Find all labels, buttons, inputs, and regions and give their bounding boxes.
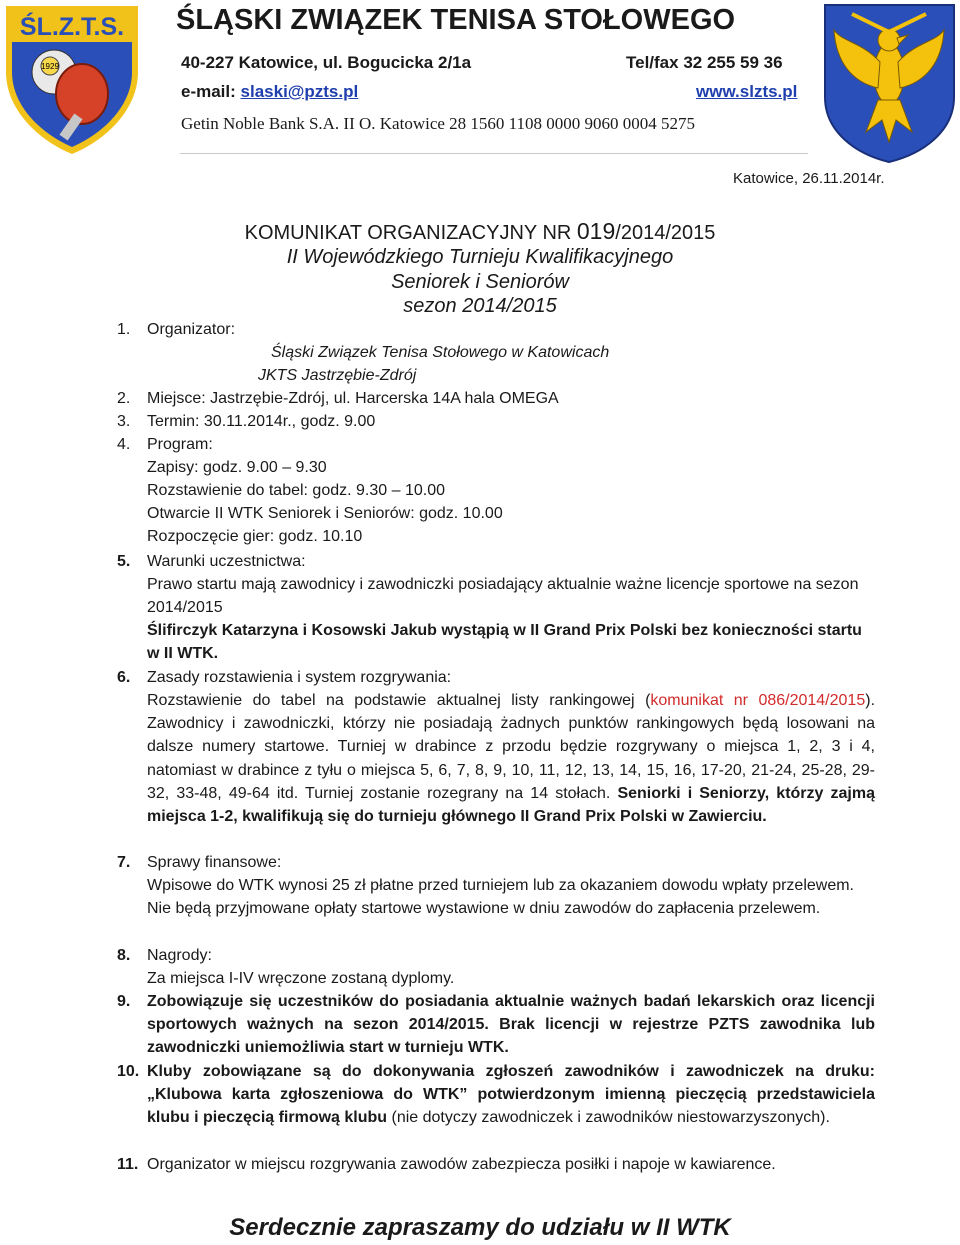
section-7-label: Sprawy finansowe:: [147, 854, 282, 871]
org-telfax: Tel/fax 32 255 59 36: [626, 53, 783, 72]
title-suffix: /2014/2015: [615, 222, 716, 244]
email-label: e-mail:: [181, 82, 236, 101]
section-11-text: Organizator w miejscu rozgrywania zawodów zabezpiecza posiłki i napoje w kawiarence.: [147, 1156, 776, 1173]
section-5-label: Warunki uczestnictwa:: [147, 553, 306, 570]
section-6-text-a: Rozstawienie do tabel na podstawie aktualnej listy rankingowej (: [147, 692, 651, 709]
section-2-number: 2.: [117, 390, 131, 407]
program-item: Rozpoczęcie gier: godz. 10.10: [147, 528, 363, 545]
szts-logo: [2, 2, 142, 157]
section-2: [147, 387, 559, 410]
section-9-text: Zobowiązuje się uczestników do posiadania aktualnie ważnych badań lekarskich oraz licencji sportowych ważnych na sezon 2014/2015. Brak licencji w rejestrze PZTS zawodnika lub zawodniczki uniemożliwia start w turnieju WTK.: [147, 993, 875, 1057]
closing-invitation: Serdecznie zapraszamy do udziału w II WTK: [229, 1214, 731, 1241]
section-8-number: 8.: [117, 947, 131, 964]
program-item: Otwarcie II WTK Seniorek i Seniorów: godz. 10.00: [147, 505, 503, 522]
section-1-label: Organizator:: [147, 321, 236, 338]
title-number: 019: [576, 218, 616, 244]
section-4-number: 4.: [117, 436, 131, 453]
org-address: 40-227 Katowice, ul. Bogucicka 2/1a: [181, 53, 472, 72]
website-link[interactable]: www.slzts.pl: [696, 82, 798, 101]
email-line: [181, 82, 358, 102]
title-prefix: KOMUNIKAT ORGANIZACYJNY NR: [244, 222, 577, 244]
section-10-text-rest: (nie dotyczy zawodniczek i zawodników niestowarzyszonych).: [387, 1109, 830, 1127]
section-6-qualification: Seniorki i Seniorzy, którzy zajmą miejsca 1-2, kwalifikują się do turnieju głównego II Grand Prix Polski w Zawierciu.: [147, 784, 875, 826]
document-date: Katowice, 26.11.2014r.: [733, 170, 885, 187]
section-5-text-2: Ślifirczyk Katarzyna i Kosowski Jakub wystąpią w II Grand Prix Polski bez konieczności startu w II WTK.: [147, 622, 862, 663]
logo-text: ŚL.Z.T.S.: [19, 13, 125, 41]
section-3-number: 3.: [117, 413, 131, 430]
ranking-communique-ref: komunikat nr 086/2014/2015: [650, 692, 866, 709]
section-6-text: [147, 689, 875, 828]
section-7-text: Wpisowe do WTK wynosi 25 zł płatne przed turniejem lub za okazaniem dowodu wpłaty przelewem. Nie będą przyjmowane opłaty startowe wystawione w dniu zawodów do zapłacenia przelewem.: [147, 877, 854, 918]
header-divider: [180, 153, 808, 154]
org-name: ŚLĄSKI ZWIĄZEK TENISA STOŁOWEGO: [176, 4, 736, 36]
program-item: Zapisy: godz. 9.00 – 9.30: [147, 459, 327, 476]
title-line-3: Seniorek i Seniorów: [391, 271, 569, 293]
silesia-coat-of-arms: [822, 2, 957, 164]
communique-title: [150, 219, 810, 245]
section-6-label: Zasady rozstawienia i system rozgrywania:: [147, 669, 452, 686]
section-3: [147, 410, 375, 433]
venue: Jastrzębie-Zdrój, ul. Harcerska 14A hala OMEGA: [205, 390, 559, 407]
section-6-text-b: ). Zawodnicy i zawodniczki, którzy nie posiadają żadnych punktów rankingowych będą losowani na dalsze numery startowe. Turniej w drabince z przodu będzie rozgrywany o miejsca 1, 2, 3 i 4, natomiast w drabince z tyłu o miejsca 5, 6, 7, 8, 9, 10, 11, 12, 13, 14, 15, 16, 17-20, 21-24, 25-28, 29-32, 33-48, 49-64 itd. Turniej zostanie rozegrany na 14 stołach.: [147, 692, 876, 802]
section-2-label: Miejsce:: [147, 390, 206, 407]
event-date: 30.11.2014r., godz. 9.00: [199, 413, 376, 430]
section-10-text: [147, 1060, 875, 1130]
section-9-number: 9.: [117, 993, 131, 1010]
section-5-number: 5.: [117, 553, 131, 570]
organizer-line-2: JKTS Jastrzębie-Zdrój: [258, 367, 417, 384]
section-10-number: 10.: [117, 1063, 140, 1080]
section-5-text-1: Prawo startu mają zawodnicy i zawodniczki posiadający aktualnie ważne licencje sportowe na sezon 2014/2015: [147, 576, 859, 617]
title-line-4: sezon 2014/2015: [403, 295, 557, 317]
program-item: Rozstawienie do tabel: godz. 9.30 – 10.00: [147, 482, 445, 499]
section-1-number: 1.: [117, 321, 131, 338]
section-8-text: Za miejsca I-IV wręczone zostaną dyplomy.: [147, 970, 455, 987]
section-11-number: 11.: [117, 1156, 139, 1173]
section-8-label: Nagrody:: [147, 947, 212, 964]
email-link[interactable]: slaski@pzts.pl: [240, 82, 359, 101]
logo-year: 1929: [41, 62, 59, 71]
section-6-number: 6.: [117, 669, 131, 686]
organizer-line-1: Śląski Związek Tenisa Stołowego w Katowicach: [271, 344, 610, 361]
section-4-label: Program:: [147, 436, 213, 453]
section-3-label: Termin:: [147, 413, 200, 430]
title-line-2: II Wojewódzkiego Turnieju Kwalifikacyjnego: [286, 246, 674, 268]
section-10-text-bold: Kluby zobowiązane są do dokonywania zgłoszeń zawodników i zawodniczek na druku: „Klubowa karta zgłoszeniowa do WTK” potwierdzonym imienną pieczęcią przedstawiciela klubu i pieczęcią firmową klubu: [147, 1063, 875, 1127]
section-7-number: 7.: [117, 854, 131, 871]
bank-account: Getin Noble Bank S.A. II O. Katowice 28 1560 1108 0000 9060 0004 5275: [181, 114, 696, 133]
